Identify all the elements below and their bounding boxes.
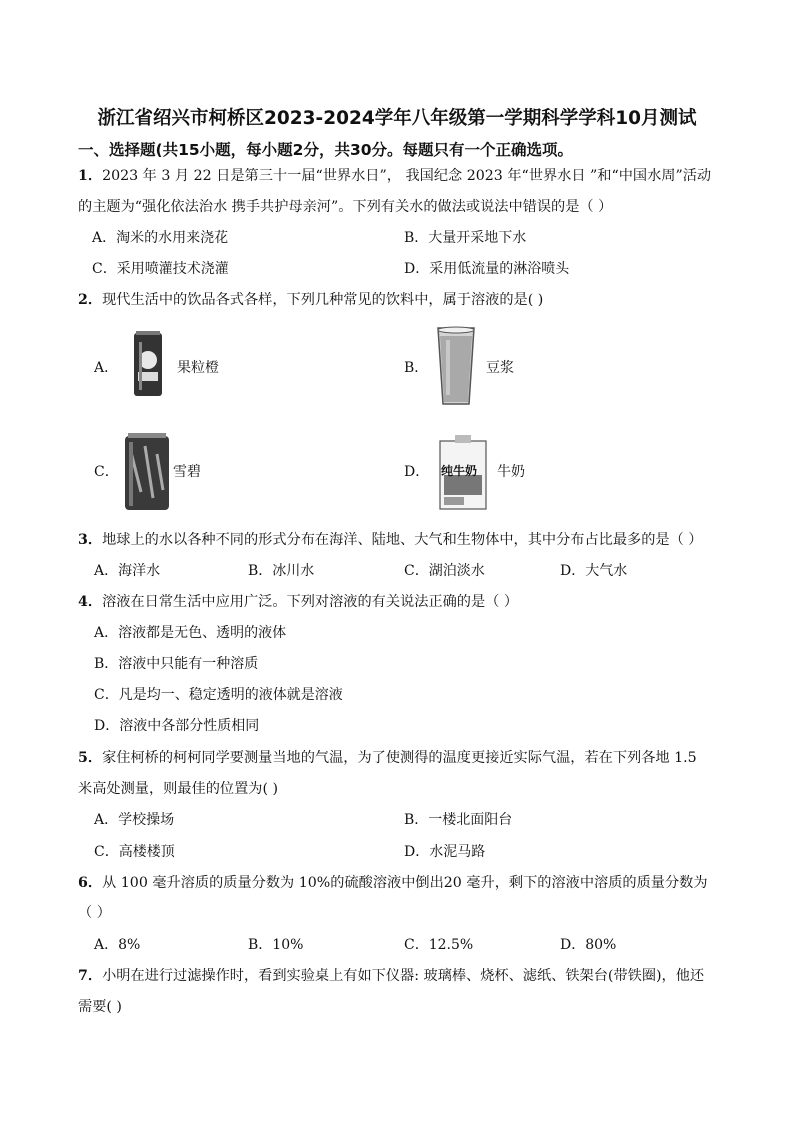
question-text: 溶液在日常生活中应用广泛。下列对溶液的有关说法正确的是（ ） xyxy=(102,594,519,610)
q6-option-b: B．10% xyxy=(248,937,304,953)
q1-option-a: A．淘米的水用来浇花 xyxy=(92,230,229,246)
exam-title: 浙江省绍兴市柯桥区2023-2024学年八年级第一学期科学学科10月测试 xyxy=(97,108,697,129)
question-number: 2． xyxy=(78,292,103,308)
question-number: 7． xyxy=(78,968,103,984)
q4-option-a: A．溶液都是无色、透明的液体 xyxy=(94,625,287,641)
question-5-line-1 xyxy=(78,748,697,768)
question-number: 5． xyxy=(78,750,103,766)
q1-option-b: B．大量开采地下水 xyxy=(404,230,527,246)
q2-option-c-letter: C． xyxy=(94,464,119,480)
q5-option-d: D．水泥马路 xyxy=(404,844,486,860)
question-6-line-1 xyxy=(78,873,708,893)
q2-option-a-label: 果粒橙 xyxy=(177,360,219,376)
question-6-line-2: （ ） xyxy=(78,905,111,921)
question-number: 1． xyxy=(78,168,103,184)
question-1-line-2: 的主题为“强化依法治水 携手共护母亲河”。下列有关水的做法或说法中错误的是（ ） xyxy=(78,199,613,215)
q2-option-b-letter: B． xyxy=(404,360,429,376)
soymilk-glass-icon xyxy=(436,326,476,412)
question-text: 2023 年 3 月 22 日是第三十一届“世界水日”， 我国纪念 2023 年“世界水日 ”和“中国水周”活动 xyxy=(102,168,712,184)
question-5-line-2: 米高处测量，则最佳的位置为( ) xyxy=(78,781,279,797)
sprite-can-icon xyxy=(123,432,171,516)
q4-option-b: B．溶液中只能有一种溶质 xyxy=(94,656,259,672)
question-text: 小明在进行过滤操作时，看到实验桌上有如下仪器: 玻璃棒、烧杯、滤纸、铁架台(带铁圈)，他还 xyxy=(102,968,705,984)
q4-option-d: D．溶液中各部分性质相同 xyxy=(94,718,260,734)
question-number: 3． xyxy=(78,532,103,548)
question-7-line-2: 需要( ) xyxy=(78,999,122,1015)
question-text: 现代生活中的饮品各式各样，下列几种常见的饮料中，属于溶液的是( ) xyxy=(102,292,544,308)
juice-can-icon xyxy=(133,330,163,402)
question-7-line-1 xyxy=(78,966,704,986)
q2-option-b-label: 豆浆 xyxy=(486,360,514,376)
q1-option-d: D．采用低流量的淋浴喷头 xyxy=(404,261,570,277)
q5-option-c: C．高楼楼顶 xyxy=(94,844,175,860)
q3-option-b: B．冰川水 xyxy=(248,563,315,579)
q2-option-d-label: 牛奶 xyxy=(497,464,525,480)
milk-carton-text: 纯牛奶 xyxy=(441,464,478,478)
question-3-line-1 xyxy=(78,530,702,550)
question-4-line-1 xyxy=(78,592,518,612)
q3-option-c: C．湖泊淡水 xyxy=(404,563,485,579)
question-text: 从 100 毫升溶质的质量分数为 10%的硫酸溶液中倒出20 毫升，剩下的溶液中溶质的质量分数为 xyxy=(102,875,708,891)
q3-option-d: D．大气水 xyxy=(560,563,628,579)
q6-option-a: A．8% xyxy=(94,937,141,953)
question-number: 4． xyxy=(78,594,103,610)
q6-option-c: C．12.5% xyxy=(404,937,474,953)
question-2-line-1 xyxy=(78,290,543,310)
question-text: 地球上的水以各种不同的形式分布在海洋、陆地、大气和生物体中，其中分布占比最多的是（ ） xyxy=(102,532,703,548)
q3-option-a: A．海洋水 xyxy=(94,563,161,579)
q5-option-a: A．学校操场 xyxy=(94,812,175,828)
question-1-line-1 xyxy=(78,166,711,186)
q2-option-d-letter: D． xyxy=(404,464,430,480)
question-text: 家住柯桥的柯柯同学要测量当地的气温，为了使测得的温度更接近实际气温，若在下列各地 1.5 xyxy=(102,750,697,766)
q1-option-c: C．采用喷灌技术浇灌 xyxy=(92,261,229,277)
question-number: 6． xyxy=(78,875,103,891)
q2-option-a-letter: A． xyxy=(94,360,119,376)
section-heading: 一、选择题(共15小题，每小题2分，共30分。每题只有一个正确选项。 xyxy=(78,141,574,159)
q6-option-d: D．80% xyxy=(560,937,617,953)
q4-option-c: C．凡是均一、稳定透明的液体就是溶液 xyxy=(94,687,343,703)
q5-option-b: B．一楼北面阳台 xyxy=(404,812,513,828)
q2-option-c-label: 雪碧 xyxy=(173,464,201,480)
